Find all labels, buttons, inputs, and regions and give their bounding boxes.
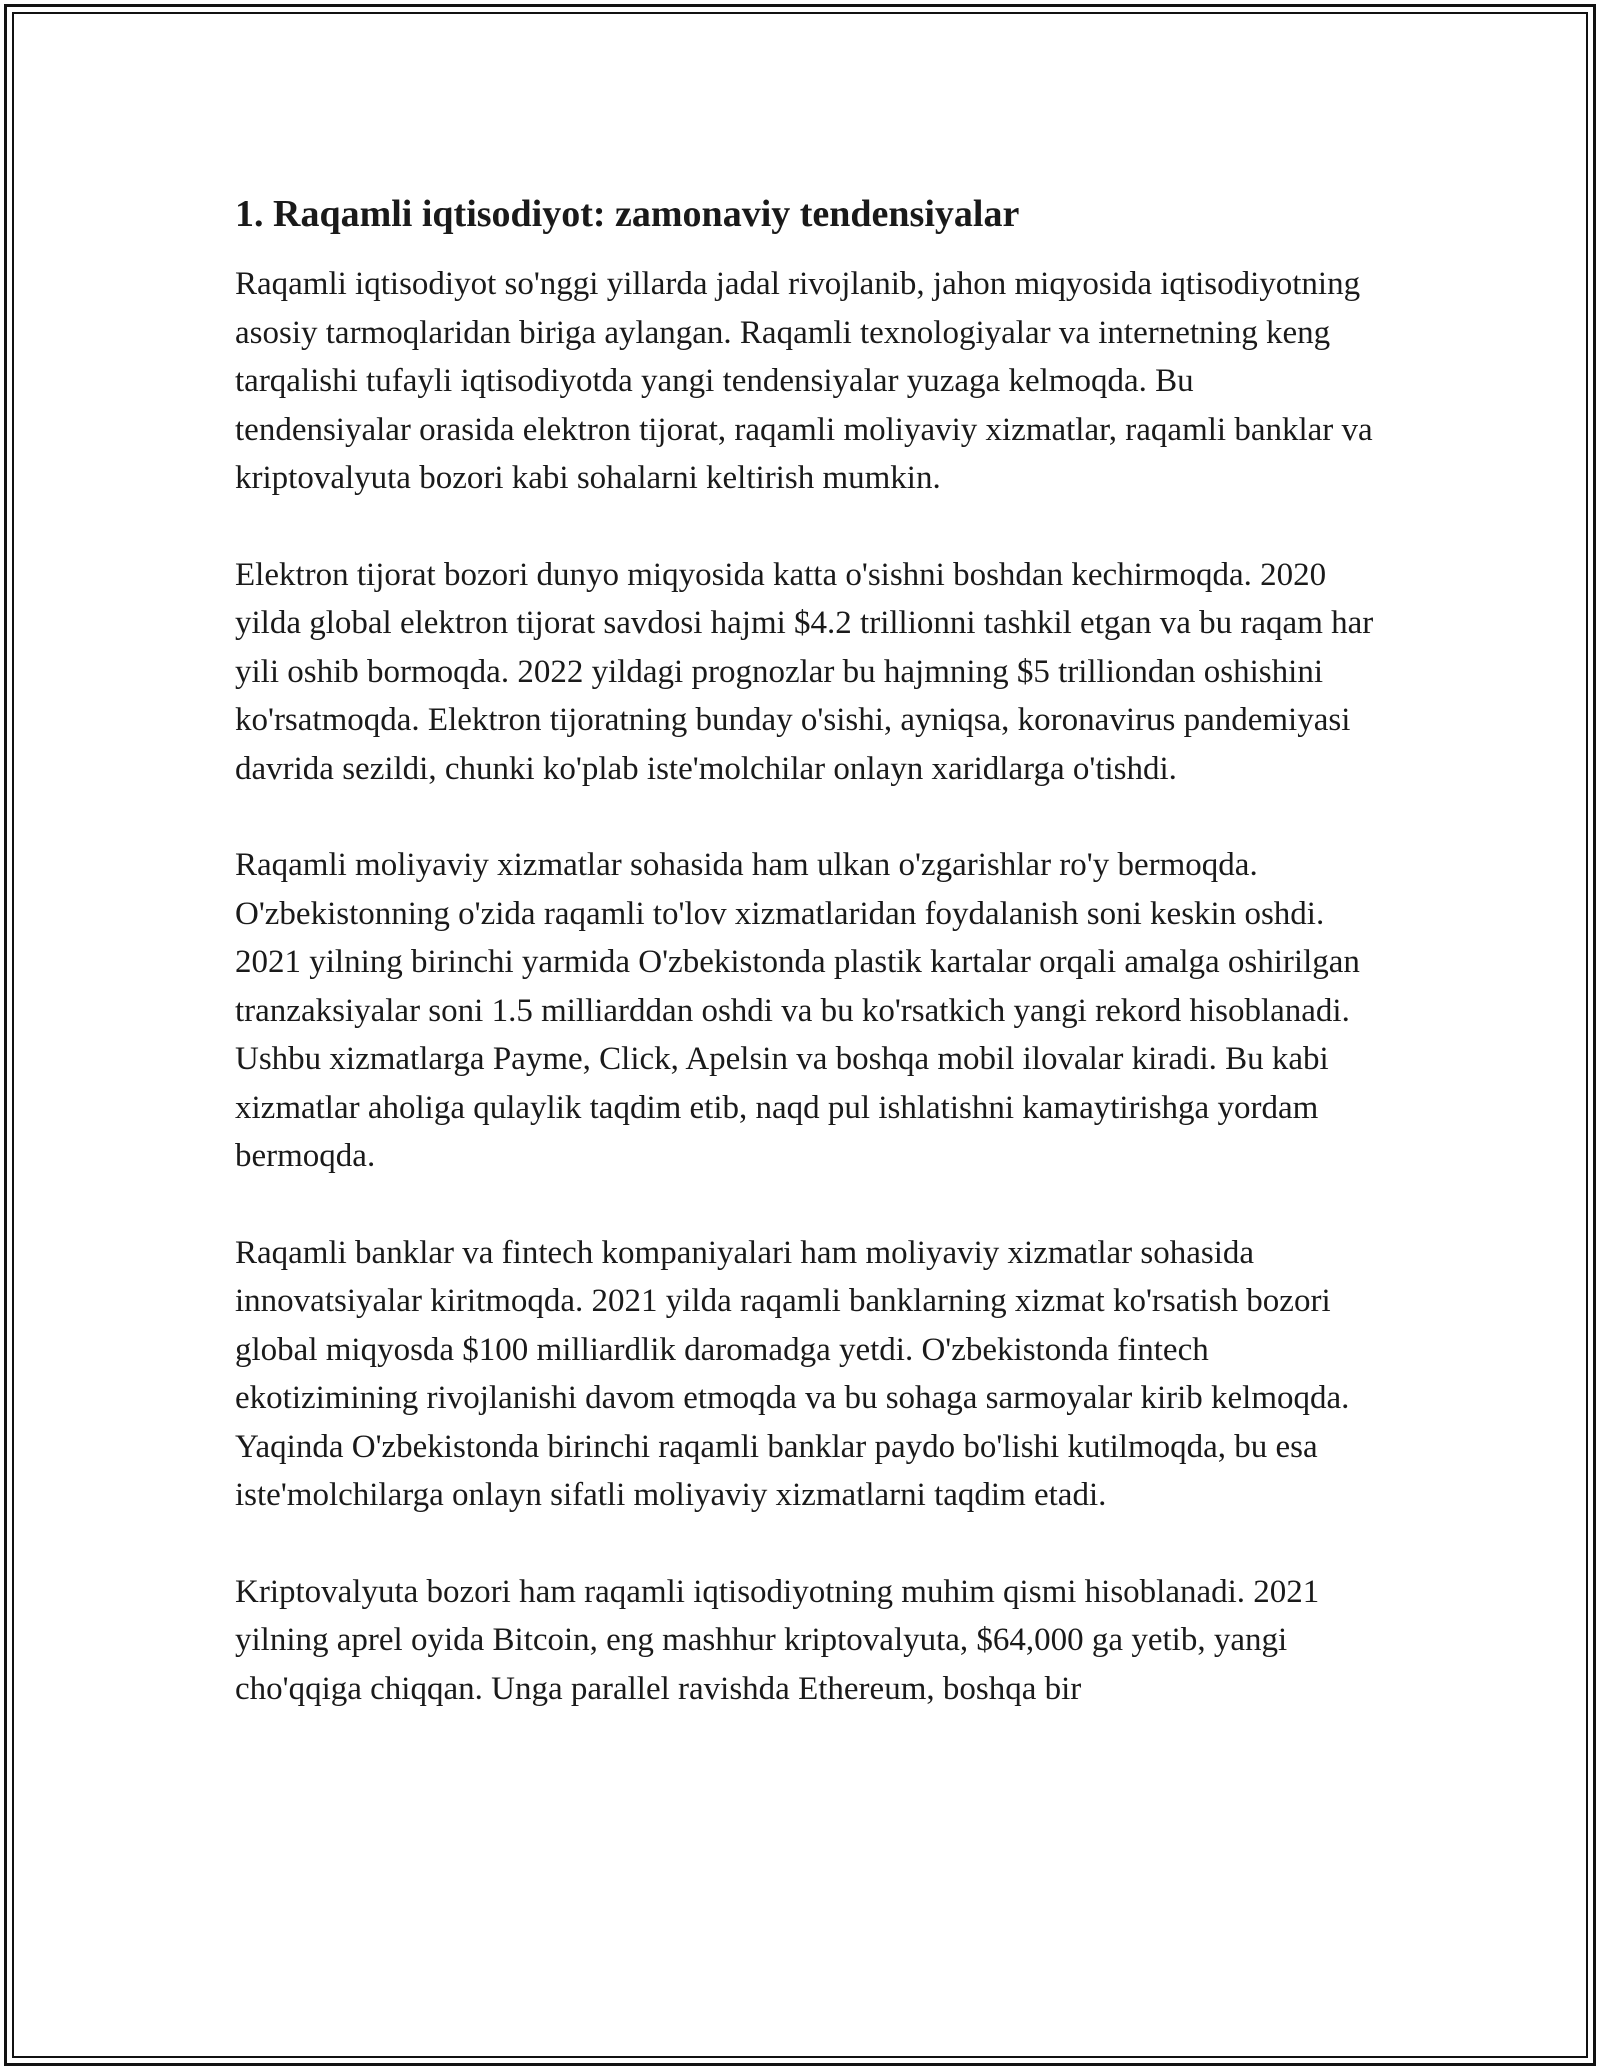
paragraph-crypto: Kriptovalyuta bozori ham raqamli iqtisodiyotning muhim qismi hisoblanadi. 2021 yilning aprel oyida Bitcoin, eng mashhur kriptovalyuta, $64,000 ga yetib, yangi cho'qqiga chiqqan. Unga parallel ravishda Ethereum, boshqa bir: [235, 1573, 1320, 1707]
paragraph-digital-banks: Raqamli banklar va fintech kompaniyalari ham moliyaviy xizmatlar sohasida innovatsiyalar kiritmoqda. 2021 yilda raqamli banklarning xizmat ko'rsatish bozori global miqyosda $100 milliardlik daromadga yetdi. O'zbekistonda fintech ekotizimining rivojlanishi davom etmoqda va bu sohaga sarmoyalar kirib kelmoqda. Yaqinda O'zbekistonda birinchi raqamli banklar paydo bo'lishi kutilmoqda, bu esa iste'molchilarga onlayn sifatli moliyaviy xizmatlarni taqdim etadi.: [235, 1234, 1350, 1513]
document-body: [235, 190, 1375, 1761]
paragraph-digital-finance: Raqamli moliyaviy xizmatlar sohasida ham ulkan o'zgarishlar ro'y bermoqda. O'zbekistonning o'zida raqamli to'lov xizmatlaridan foydalanish soni keskin oshdi. 2021 yilning birinchi yarmida O'zbekistonda plastik kartalar orqali amalga oshirilgan tranzaksiyalar soni 1.5 milliarddan oshdi va bu ko'rsatkich yangi rekord hisoblanadi. Ushbu xizmatlarga Payme, Click, Apelsin va boshqa mobil ilovalar kiradi. Bu kabi xizmatlar aholiga qulaylik taqdim etib, naqd pul ishlatishni kamaytirishga yordam bermoqda.: [235, 847, 1360, 1174]
paragraph-ecommerce: Elektron tijorat bozori dunyo miqyosida katta o'sishni boshdan kechirmoqda. 2020 yilda global elektron tijorat savdosi hajmi $4.2 trillionni tashkil etgan va bu raqam har yili oshib bormoqda. 2022 yildagi prognozlar bu hajmning $5 trilliondan oshishini ko'rsatmoqda. Elektron tijoratning bunday o'sishi, ayniqsa, koronavirus pandemiyasi davrida sezildi, chunki ko'plab iste'molchilar onlayn xaridlarga o'tishdi.: [235, 556, 1374, 787]
page-title: 1. Raqamli iqtisodiyot: zamonaviy tendensiyalar: [235, 193, 1020, 235]
paragraph-intro: Raqamli iqtisodiyot so'nggi yillarda jadal rivojlanib, jahon miqyosida iqtisodiyotning asosiy tarmoqlaridan biriga aylangan. Raqamli texnologiyalar va internetning keng tarqalishi tufayli iqtisodiyotda yangi tendensiyalar yuzaga kelmoqda. Bu tendensiyalar orasida elektron tijorat, raqamli moliyaviy xizmatlar, raqamli banklar va kriptovalyuta bozori kabi sohalarni keltirish mumkin.: [235, 266, 1373, 496]
